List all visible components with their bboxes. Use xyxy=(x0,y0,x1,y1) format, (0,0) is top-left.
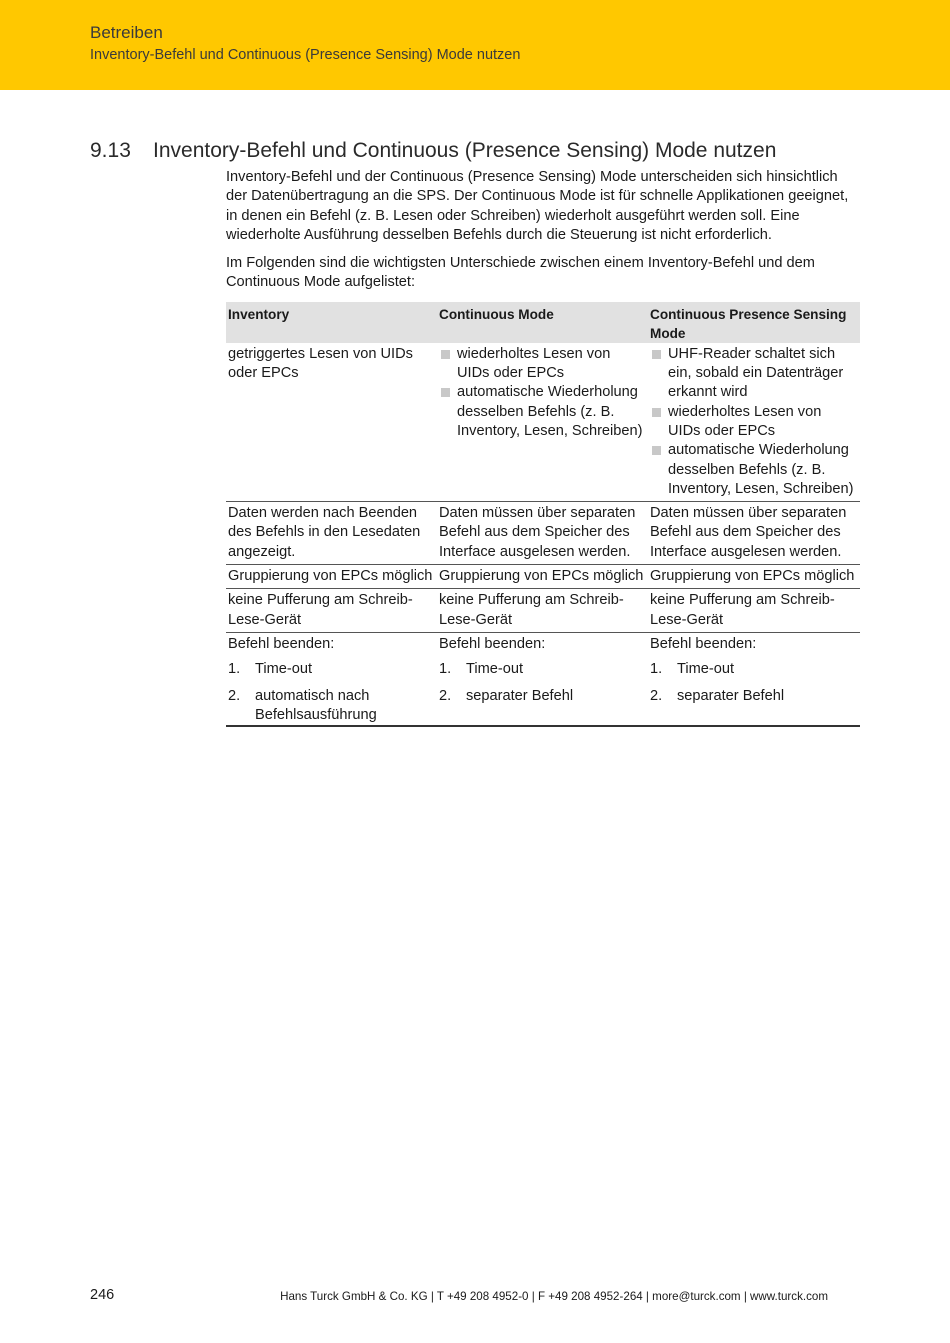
bullet-item: UHF-Reader schaltet sich ein, sobald ein Datenträger erkannt wird xyxy=(650,345,856,403)
end-command-label: Befehl beenden: xyxy=(650,635,757,652)
table-header-row xyxy=(226,302,860,343)
table-row xyxy=(226,589,860,633)
header-continuous-mode: Continuous Mode xyxy=(437,302,648,343)
numbered-item xyxy=(439,687,644,706)
item-text: Time-out xyxy=(255,661,313,678)
table-cell: Daten müssen über separaten Befehl aus dem Speicher des Interface ausgelesen werden. xyxy=(437,502,648,565)
table-cell: keine Pufferung am Schreib-Lese-Gerät xyxy=(437,589,648,633)
table-row xyxy=(226,343,860,502)
item-text: separater Befehl xyxy=(466,687,574,704)
item-number: 2. xyxy=(439,687,452,704)
end-command-label: Befehl beenden: xyxy=(228,635,335,652)
page-header xyxy=(0,0,950,90)
footer-contact: Hans Turck GmbH & Co. KG | T +49 208 4952-0 | F +49 208 4952-264 | more@turck.com | www.turck.com xyxy=(280,1290,828,1303)
item-text: separater Befehl xyxy=(677,687,785,704)
table-cell: Gruppierung von EPCs möglich xyxy=(437,565,648,589)
list-intro-paragraph: Im Folgenden sind die wichtigsten Unterschiede zwischen einem Inventory-Befehl und dem Continuous Mode aufgelistet: xyxy=(226,255,815,291)
section-body xyxy=(226,168,860,727)
bullet-item: automatische Wiederholung desselben Befehls (z. B. Inventory, Lesen, Schreiben) xyxy=(439,383,644,441)
table-cell xyxy=(648,343,860,502)
item-number: 2. xyxy=(228,687,241,704)
item-number: 2. xyxy=(650,687,663,704)
table-cell: keine Pufferung am Schreib-Lese-Gerät xyxy=(226,589,437,633)
header-chapter: Betreiben xyxy=(90,23,163,42)
item-text: automatisch nach Befehlsausführung xyxy=(255,687,377,723)
table-cell: Gruppierung von EPCs möglich xyxy=(648,565,860,589)
bullet-item: wiederholtes Lesen von UIDs oder EPCs xyxy=(439,345,644,384)
section-number: 9.13 xyxy=(90,139,131,162)
header-inventory: Inventory xyxy=(226,302,437,343)
table-cell xyxy=(437,343,648,502)
item-number: 1. xyxy=(228,661,241,678)
bullet-list xyxy=(650,345,856,499)
numbered-item xyxy=(228,660,433,679)
table-cell: Gruppierung von EPCs möglich xyxy=(226,565,437,589)
header-subtitle: Inventory-Befehl und Continuous (Presence Sensing) Mode nutzen xyxy=(90,47,521,63)
bullet-item: automatische Wiederholung desselben Befehls (z. B. Inventory, Lesen, Schreiben) xyxy=(650,441,856,499)
numbered-list xyxy=(439,660,644,706)
table-cell: Daten werden nach Beenden des Befehls in den Lesedaten angezeigt. xyxy=(226,502,437,565)
numbered-item xyxy=(439,660,644,679)
intro-paragraph: Inventory-Befehl und der Continuous (Presence Sensing) Mode unterscheiden sich hinsichtlich der Datenübertragung an die SPS. Der Continuous Mode ist für schnelle Applikationen geeignet, in denen ein Befehl (z. B. Lesen oder Schreiben) wiederholt ausgeführt werden soll. Eine wiederholte Ausführung desselben Befehls durch die Steuerung ist nicht erforderlich. xyxy=(226,169,849,243)
page-number: 246 xyxy=(90,1287,115,1303)
table-cell xyxy=(437,632,648,726)
comparison-table xyxy=(226,302,860,727)
bullet-list xyxy=(439,345,644,441)
item-text: Time-out xyxy=(677,661,735,678)
table-row xyxy=(226,632,860,726)
numbered-list xyxy=(650,660,856,706)
table-row xyxy=(226,502,860,565)
end-command-label: Befehl beenden: xyxy=(439,635,546,652)
item-number: 1. xyxy=(439,661,452,678)
table-cell xyxy=(226,632,437,726)
table-cell xyxy=(648,632,860,726)
table-cell: Daten müssen über separaten Befehl aus dem Speicher des Interface ausgelesen werden. xyxy=(648,502,860,565)
table-cell: keine Pufferung am Schreib-Lese-Gerät xyxy=(648,589,860,633)
bullet-item: wiederholtes Lesen von UIDs oder EPCs xyxy=(650,403,856,442)
numbered-item xyxy=(650,687,856,706)
numbered-item xyxy=(650,660,856,679)
numbered-list xyxy=(228,660,433,725)
item-text: Time-out xyxy=(466,661,524,678)
table-cell: getriggertes Lesen von UIDs oder EPCs xyxy=(226,343,437,502)
numbered-item xyxy=(228,687,433,726)
table-row xyxy=(226,565,860,589)
item-number: 1. xyxy=(650,661,663,678)
section-heading xyxy=(90,139,776,163)
header-continuous-presence-sensing-mode: Continuous Presence Sensing Mode xyxy=(648,302,860,343)
section-title: Inventory-Befehl und Continuous (Presence Sensing) Mode nutzen xyxy=(153,139,777,162)
